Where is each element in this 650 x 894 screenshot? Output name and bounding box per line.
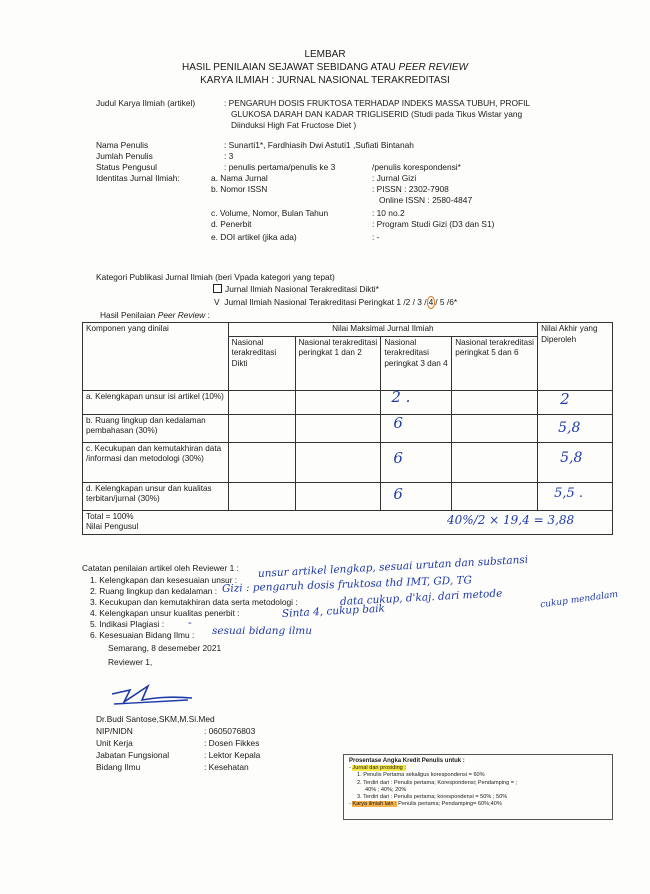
identitas-label: Identitas Jurnal Ilmiah: <box>96 173 180 183</box>
box-line-2: 1. Penulis Pertama sekaligus korespondensi = 60% <box>357 772 485 779</box>
header-komponen: Komponen yang dinilai <box>83 323 229 391</box>
kategori-option-2-label: Jurnal Ilmiah Nasional Terakreditasi Peringkat 1 /2 / 3 / <box>224 297 427 307</box>
unit-label: Unit Kerja <box>96 738 133 748</box>
reviewer-name: Dr.Budi Santose,SKM,M.Si.Med <box>96 714 215 724</box>
total-label-1: Total = 100% <box>86 511 134 521</box>
judul-value-2: GLUKOSA DARAH DAN KADAR TRIGLISERID (Studi pada Tikus Wistar yang <box>231 109 523 119</box>
catatan-hw-extra: cukup mendalam <box>539 589 619 611</box>
score-table <box>82 322 613 535</box>
row-d-final: 5,5 . <box>554 485 584 501</box>
catatan-title: Catatan penilaian artikel oleh Reviewer 1 : <box>82 563 239 573</box>
row-c-final: 5,8 <box>560 449 583 466</box>
doi-value: : - <box>372 232 380 242</box>
header-line-2-text: HASIL PENILAIAN SEJAWAT SEBIDANG ATAU <box>181 62 399 73</box>
bidang-label: Bidang Ilmu <box>96 762 141 772</box>
header-nilai-maksimal: Nilai Maksimal Jurnal Ilmiah <box>228 323 538 337</box>
box-line-6b: Penulis pertama; Pendamping= 60%;40% <box>396 801 502 808</box>
total-label-2: Nilai Pengusul <box>86 522 139 531</box>
penerbit-value: : Program Studi Gizi (D3 dan S1) <box>372 219 495 229</box>
nip-value: : 0605076803 <box>204 726 256 736</box>
jabatan-value: : Lektor Kepala <box>204 750 261 760</box>
checkbox-icon[interactable] <box>213 284 222 293</box>
catatan-item-6: 6. Kesesuaian Bidang Ilmu : <box>90 630 195 640</box>
row-b-final: 5,8 <box>558 419 581 436</box>
header-line-3: KARYA ILMIAH : JURNAL NASIONAL TERAKREDITASI <box>200 75 450 86</box>
box-line-3: 2. Terdiri dari : Penulis pertama; Korespondensi; Pendamping = ; <box>357 779 518 786</box>
box-line-6a: Karya ilmiah lain : <box>352 801 397 808</box>
catatan-hw-5: - <box>188 616 192 629</box>
box-line-5: 3. Terdiri dari : Penulis pertama; korespondensi = 50% ; 50% <box>357 794 508 801</box>
subheader-peringkat-5-6: Nasional terakreditasi peringkat 5 dan 6 <box>452 336 538 390</box>
box-title: Prosentase Angka Kredit Penulis untuk : <box>349 758 465 764</box>
kategori-option-2[interactable] <box>214 296 457 309</box>
row-c-max: 6 <box>393 448 403 467</box>
issn-value: : PISSN : 2302-7908 <box>372 184 449 194</box>
jabatan-label: Jabatan Fungsional <box>96 750 170 760</box>
catatan-item-3: 3. Kecukupan dan kemutakhiran data serta metodologi : <box>90 597 298 607</box>
table-row <box>83 482 613 510</box>
catatan-item-5: 5. Indikasi Plagiasi : <box>90 619 165 629</box>
judul-label: Judul Karya Ilmiah (artikel) <box>96 98 196 108</box>
subheader-peringkat-3-4: Nasional terakreditasi peringkat 3 dan 4 <box>381 336 452 390</box>
box-line-1: Jurnal dan prosiding : <box>352 765 406 772</box>
penulis-value: : Sunarti1*, Fardhiasih Dwi Astuti1 ,Sufiati Bintanah <box>224 140 414 150</box>
hasil-label-text: Hasil Penilaian <box>100 310 158 320</box>
subheader-dikti: Nasional terakreditasi Dikti <box>228 336 295 390</box>
catatan-hw-1: unsur artikel lengkap, sesuai urutan dan substansi <box>257 553 529 580</box>
check-mark-icon: V <box>214 297 220 307</box>
nip-label: NIP/NIDN <box>96 726 133 736</box>
row-c-label: c. Kecukupan dan kemutakhiran data /informasi dan metodologi (30%) <box>83 442 229 482</box>
header-nilai-akhir: Nilai Akhir yang Diperoleh <box>538 323 613 391</box>
prosentase-box: Prosentase Angka Kredit Penulis untuk : - Jurnal dan prosiding : 1. Penulis Pertama sekaligus korespondensi = 60% 2. Terdiri dari : Penulis pertama; Korespondensi; Pendamping = ; 40% ; 40%; 20% 3. Terdiri dari : Penulis pertama; korespondensi = 50% ; 50% - Karya ilmiah lain : Penulis pertama; Pendamping= 60%;40% <box>343 754 613 820</box>
status-label: Status Pengusul <box>96 162 157 172</box>
unit-value: : Dosen Fikkes <box>204 738 260 748</box>
table-row <box>83 390 613 414</box>
nama-jurnal-label: a. Nama Jurnal <box>211 173 268 183</box>
issn-online-value: Online ISSN : 2580-4847 <box>379 195 473 205</box>
bidang-value: : Kesehatan <box>204 762 249 772</box>
header-line-1: LEMBAR <box>304 49 346 60</box>
hasil-label-italic: Peer Review <box>157 310 206 320</box>
issn-label: b. Nomor ISSN <box>211 184 268 194</box>
kategori-option-2-suffix: / 5 /6* <box>435 297 458 307</box>
volume-label: c. Volume, Nomor, Bulan Tahun <box>211 208 329 218</box>
nama-jurnal-value: : Jurnal Gizi <box>372 173 417 183</box>
table-row <box>83 414 613 442</box>
subheader-peringkat-1-2: Nasional terakreditasi peringkat 1 dan 2 <box>295 336 381 390</box>
volume-value: : 10 no.2 <box>372 208 405 218</box>
row-d-label: d. Kelengkapan unsur dan kualitas terbitan/jurnal (30%) <box>83 482 229 510</box>
total-handwritten: 40%/2 × 19,4 = 3,88 <box>447 512 575 527</box>
row-b-label: b. Ruang lingkup dan kedalaman pembahasan (30%) <box>83 414 229 442</box>
kategori-title: Kategori Publikasi Jurnal Ilmiah (beri Vpada kategori yang tepat) <box>96 272 335 282</box>
circled-rank: 4 <box>428 297 434 307</box>
reviewer-label: Reviewer 1, <box>108 657 153 667</box>
doi-label: e. DOI artikel (jika ada) <box>211 232 297 242</box>
catatan-hw-6: sesuai bidang ilmu <box>212 625 313 637</box>
box-line-4: 40% ; 40%; 20% <box>365 786 407 793</box>
table-row <box>83 442 613 482</box>
judul-value-3: Diinduksi High Fat Fructose Diet ) <box>231 120 357 130</box>
place-date: Semarang, 8 desemeber 2021 <box>108 643 222 653</box>
penulis-label: Nama Penulis <box>96 140 149 150</box>
catatan-item-2: 2. Ruang lingkup dan kedalaman : <box>90 586 218 596</box>
catatan-item-1: 1. Kelengkapan dan kesesuaian unsur : <box>90 575 238 585</box>
jumlah-label: Jumlah Penulis <box>96 151 153 161</box>
catatan-hw-3: data cukup, d'kaj. dari metode <box>339 587 503 608</box>
catatan-hw-2: Gizi : pengaruh dosis fruktosa thd IMT, GD, TG <box>221 574 473 595</box>
row-d-max: 6 <box>393 484 403 503</box>
kategori-option-1-label: Jurnal Ilmiah Nasional Terakreditasi Dikti* <box>225 284 379 294</box>
table-row-total <box>83 510 613 534</box>
signature-icon <box>108 680 198 710</box>
status-value: : penulis pertama/penulis ke 3 <box>224 162 336 172</box>
row-a-final: 2 <box>560 389 570 408</box>
judul-value-1: : PENGARUH DOSIS FRUKTOSA TERHADAP INDEKS MASSA TUBUH, PROFIL <box>224 98 531 108</box>
hasil-label-end: : <box>205 310 210 320</box>
status-value-2: /penulis korespondensi* <box>372 162 461 172</box>
row-a-max: 2 . <box>391 387 411 406</box>
jumlah-value: : 3 <box>224 151 234 161</box>
catatan-item-4: 4. Kelengkapan unsur kualitas penerbit : <box>90 608 240 618</box>
row-b-max: 6 <box>393 413 403 432</box>
row-a-label: a. Kelengkapan unsur isi artikel (10%) <box>83 390 229 414</box>
header-line-2 <box>0 61 650 74</box>
catatan-hw-4: Sinta 4, cukup baik <box>281 602 386 620</box>
penerbit-label: d. Penerbit <box>211 219 252 229</box>
kategori-option-1[interactable] <box>213 284 379 295</box>
header-line-2-italic: PEER REVIEW <box>398 62 468 73</box>
hasil-label <box>100 310 210 321</box>
